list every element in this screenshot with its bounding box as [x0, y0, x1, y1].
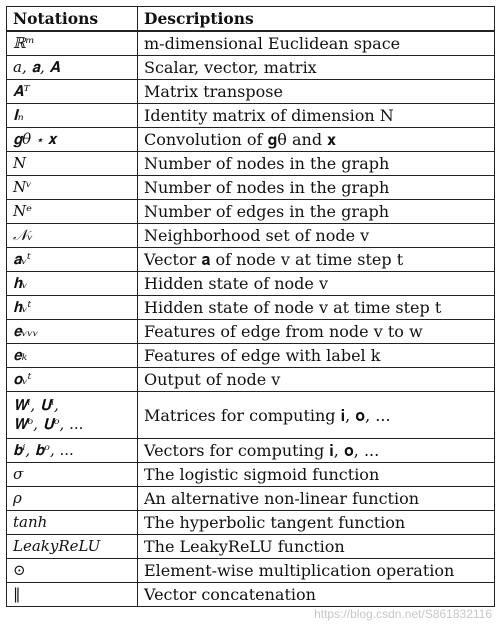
description-cell: Identity matrix of dimension N — [138, 104, 495, 128]
table-row — [7, 511, 495, 535]
watermark-text: https://blog.csdn.net/S861832116 — [314, 607, 492, 621]
table-row — [7, 463, 495, 487]
description-cell: Number of nodes in the graph — [138, 176, 495, 200]
notation-cell: 𝐞ₖ — [7, 344, 138, 368]
notation-cell: 𝐖ⁱ, 𝐔ⁱ, 𝐖ᵒ, 𝐔ᵒ, ... — [7, 392, 138, 439]
description-cell: Features of edge with label k — [138, 344, 495, 368]
notation-cell: 𝒩ᵥ — [7, 224, 138, 248]
table-row — [7, 80, 495, 104]
description-cell: The LeakyReLU function — [138, 535, 495, 559]
description-cell: Neighborhood set of node v — [138, 224, 495, 248]
notation-cell: ρ — [7, 487, 138, 511]
table-row — [7, 344, 495, 368]
description-cell: Vector 𝐚 of node v at time step t — [138, 248, 495, 272]
table-header-row — [7, 7, 495, 32]
notation-cell: 𝐈ₙ — [7, 104, 138, 128]
table-row — [7, 176, 495, 200]
table-row — [7, 31, 495, 56]
table-row — [7, 56, 495, 80]
table-row — [7, 368, 495, 392]
notation-cell: σ — [7, 463, 138, 487]
table-row — [7, 559, 495, 583]
description-cell: Matrix transpose — [138, 80, 495, 104]
description-cell: Number of nodes in the graph — [138, 152, 495, 176]
description-cell: Vectors for computing 𝐢, 𝐨, ... — [138, 439, 495, 463]
table-row — [7, 152, 495, 176]
description-cell: Scalar, vector, matrix — [138, 56, 495, 80]
table-row — [7, 439, 495, 463]
description-cell: The hyperbolic tangent function — [138, 511, 495, 535]
description-cell: Hidden state of node v — [138, 272, 495, 296]
table-row — [7, 248, 495, 272]
description-cell: Matrices for computing 𝐢, 𝐨, ... — [138, 392, 495, 439]
description-cell: An alternative non-linear function — [138, 487, 495, 511]
table-row — [7, 224, 495, 248]
notation-cell: ⊙ — [7, 559, 138, 583]
notation-cell: a, 𝐚, 𝐀 — [7, 56, 138, 80]
notation-cell: 𝐞ᵥᵥᵥ — [7, 320, 138, 344]
header-notations: Notations — [7, 7, 138, 32]
description-cell: Number of edges in the graph — [138, 200, 495, 224]
description-cell: Features of edge from node v to w — [138, 320, 495, 344]
table-row — [7, 320, 495, 344]
notation-cell: N — [7, 152, 138, 176]
description-cell: Output of node v — [138, 368, 495, 392]
description-cell: Element-wise multiplication operation — [138, 559, 495, 583]
table-row — [7, 535, 495, 559]
notation-table — [6, 6, 495, 607]
notation-cell: 𝐀ᵀ — [7, 80, 138, 104]
description-cell: Hidden state of node v at time step t — [138, 296, 495, 320]
table-body — [7, 31, 495, 607]
description-cell: Convolution of 𝐠θ and 𝐱 — [138, 128, 495, 152]
table-row — [7, 128, 495, 152]
description-cell: Vector concatenation — [138, 583, 495, 607]
notation-table-container — [6, 6, 494, 607]
table-row — [7, 272, 495, 296]
notation-cell: Nᵉ — [7, 200, 138, 224]
notation-cell: 𝐨ᵥᵗ — [7, 368, 138, 392]
notation-cell: 𝐡ᵥ — [7, 272, 138, 296]
notation-cell: ℝᵐ — [7, 31, 138, 56]
description-cell: The logistic sigmoid function — [138, 463, 495, 487]
notation-cell: ‖ — [7, 583, 138, 607]
table-row — [7, 104, 495, 128]
notation-cell: tanh — [7, 511, 138, 535]
notation-cell: 𝐡ᵥᵗ — [7, 296, 138, 320]
notation-cell: Nᵛ — [7, 176, 138, 200]
table-row — [7, 296, 495, 320]
table-row — [7, 200, 495, 224]
notation-cell: 𝐚ᵥᵗ — [7, 248, 138, 272]
table-row — [7, 487, 495, 511]
notation-cell: 𝐠θ ⋆ 𝐱 — [7, 128, 138, 152]
header-descriptions: Descriptions — [138, 7, 495, 32]
notation-cell: 𝐛ⁱ, 𝐛ᵒ, ... — [7, 439, 138, 463]
table-row — [7, 583, 495, 607]
description-cell: m-dimensional Euclidean space — [138, 31, 495, 56]
table-row — [7, 392, 495, 439]
notation-cell: LeakyReLU — [7, 535, 138, 559]
